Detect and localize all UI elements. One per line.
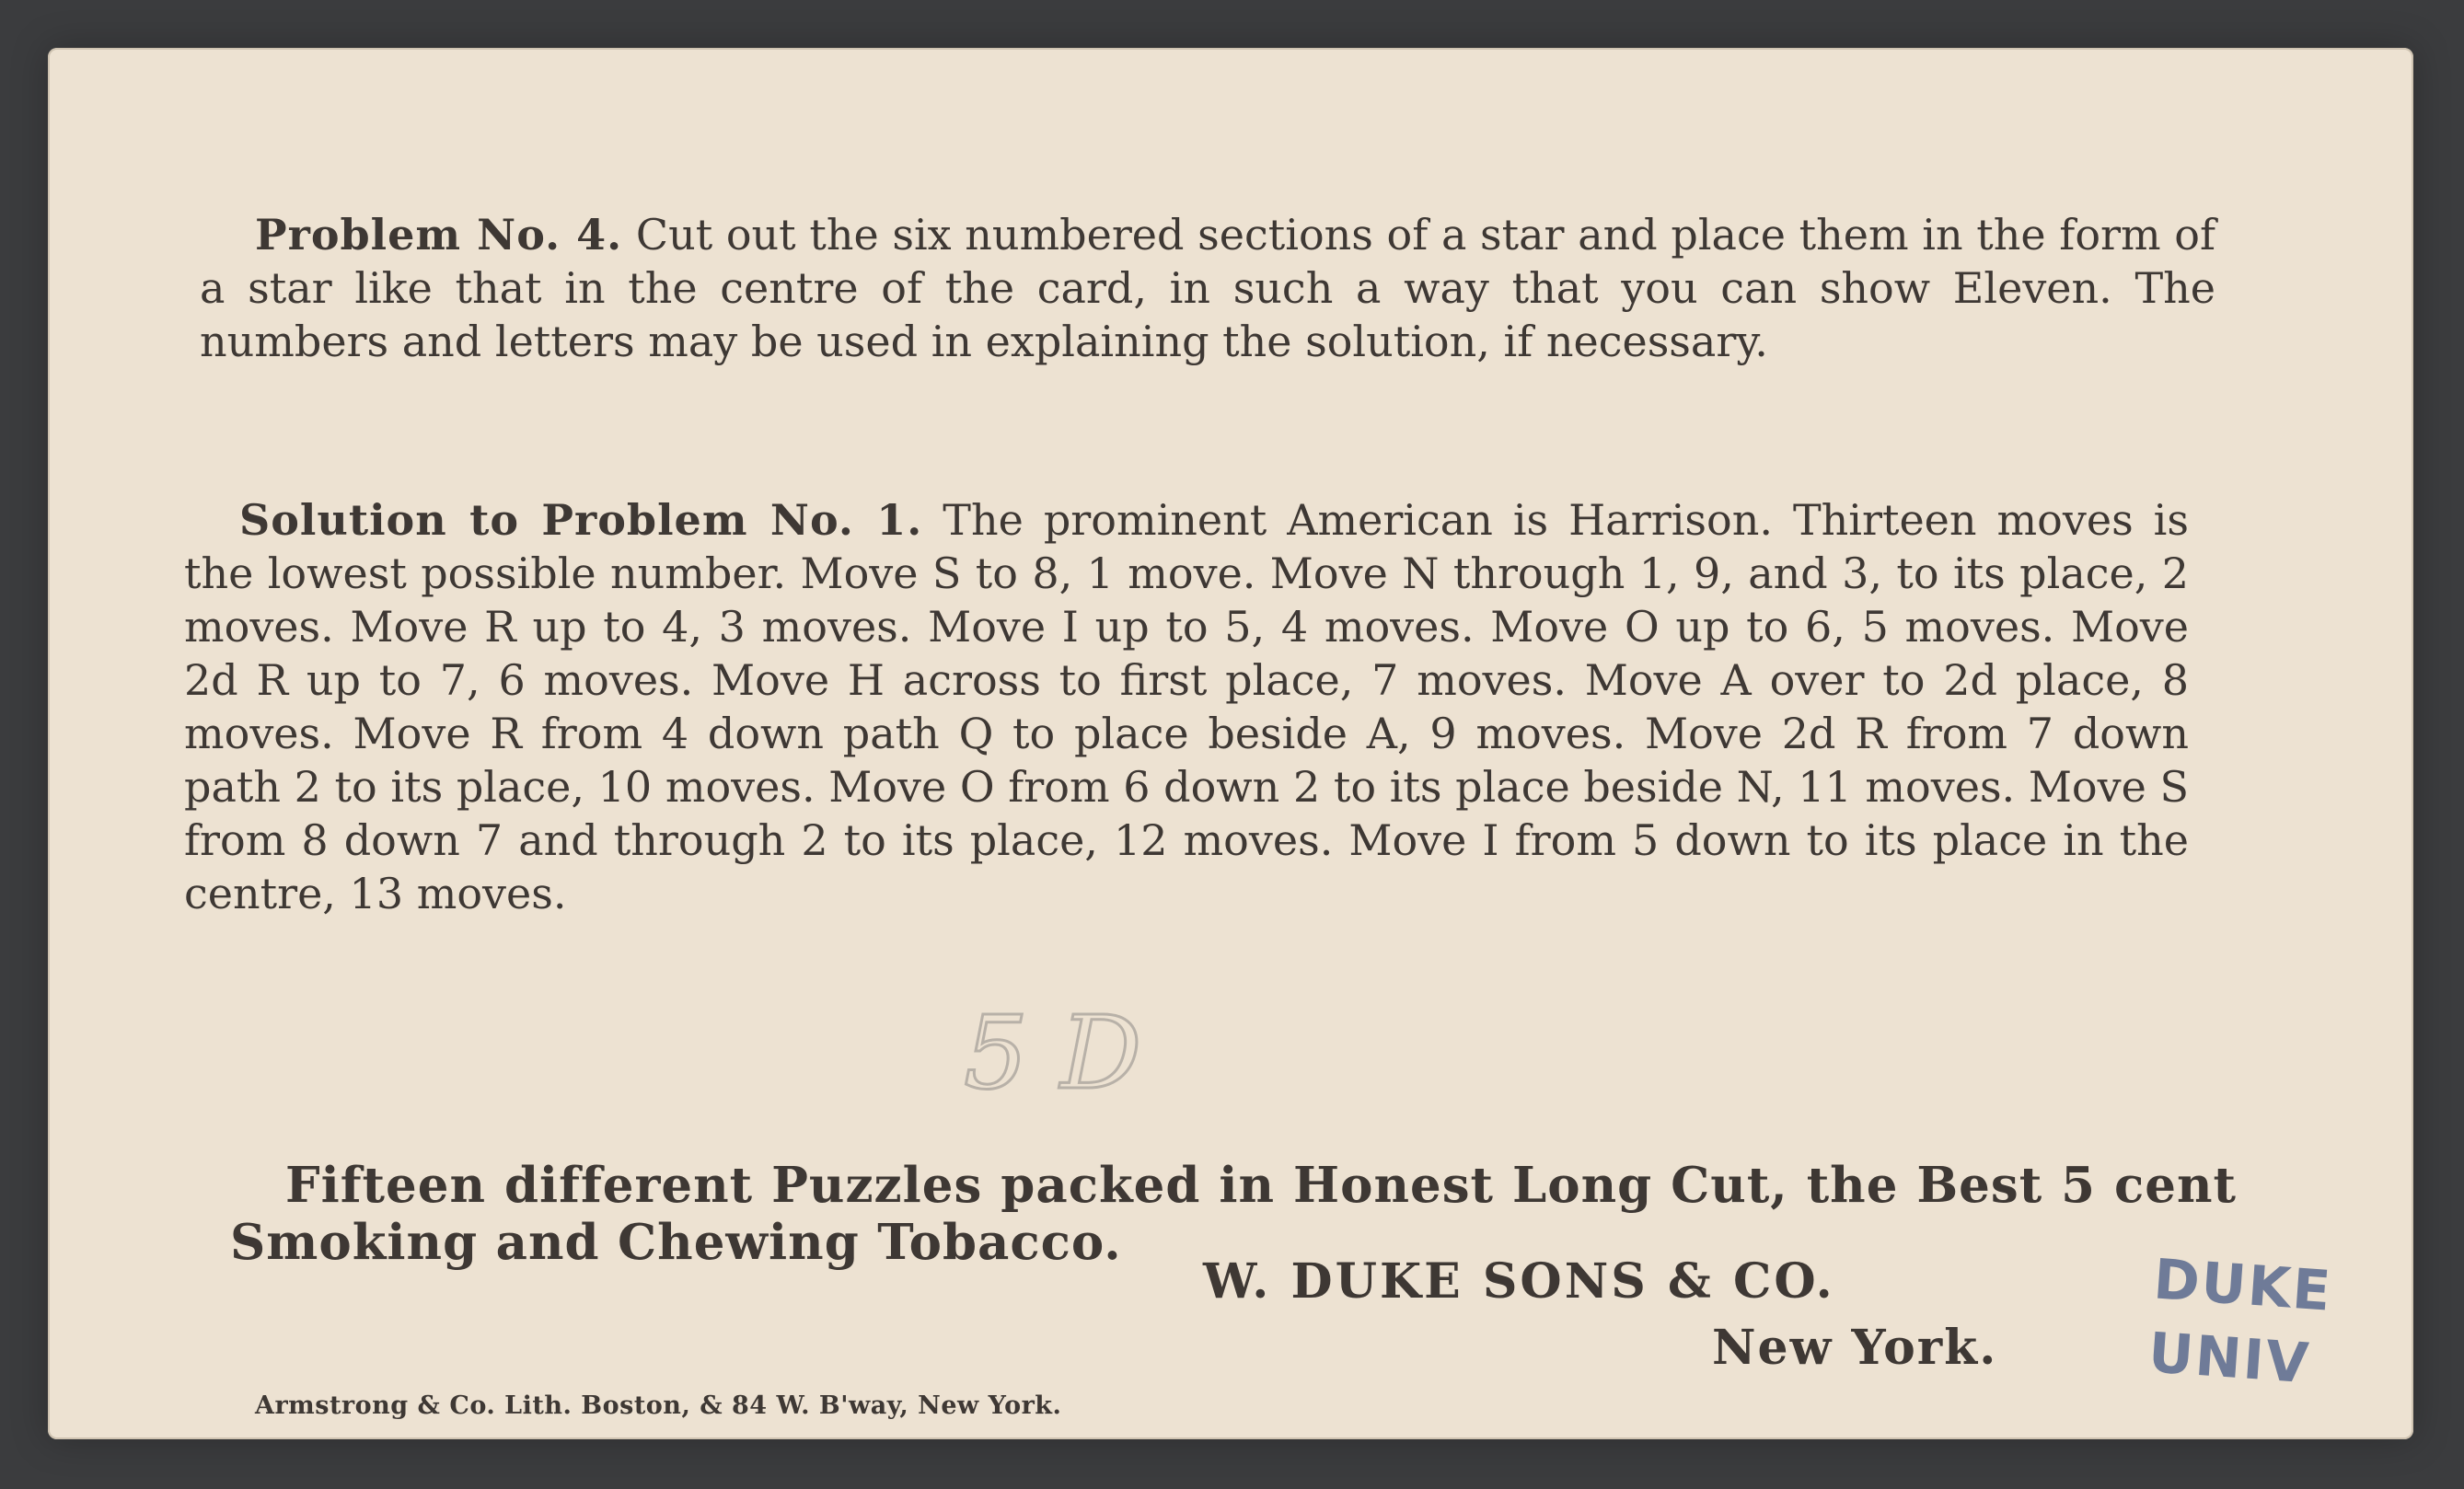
- solution-heading: Solution to Problem No. 1.: [239, 495, 923, 545]
- printer-imprint: Armstrong & Co. Lith. Boston, & 84 W. B'way, New York.: [255, 1391, 1062, 1420]
- company-city: New York.: [1712, 1320, 1998, 1376]
- company-name: W. DUKE SONS & CO.: [1203, 1253, 1835, 1310]
- problem-paragraph: [200, 208, 2215, 368]
- pencil-note: [945, 977, 1258, 1134]
- solution-paragraph: [184, 493, 2189, 920]
- problem-heading: Problem No. 4.: [255, 210, 623, 260]
- pencil-note-text: 5 D: [964, 994, 1142, 1112]
- stamp-line-1: DUKE: [2151, 1247, 2335, 1324]
- advertisement: Fifteen different Puzzles packed in Honest Long Cut, the Best 5 cent Smoking and Chewing Tobacco.: [230, 1157, 2237, 1271]
- stamp-line-2: UNIV: [2146, 1321, 2313, 1397]
- trade-card: [48, 48, 2413, 1439]
- solution-text: The prominent American is Harrison. Thirteen moves is the lowest possible number. Move S to 8, 1 move. Move N through 1, 9, and 3, to its place, 2 moves. Move R up to 4, 3 moves. Move I up to 5, 4 moves. Move O up to 6, 5 moves. Move 2d R up to 7, 6 moves. Move H across to first place, 7 moves. Move A over to 2d place, 8 moves. Move R from 4 down path Q to place beside A, 9 moves. Move 2d R from 7 down path 2 to its place, 10 moves. Move O from 6 down 2 to its place beside N, 11 moves. Move S from 8 down 7 and through 2 to its place, 12 moves. Move I from 5 down to its place in the centre, 13 moves.: [184, 495, 2189, 918]
- problem-text: Cut out the six numbered sections of a star and place them in the form of a star like that in the centre of the card, in such a way that you can show Eleven. The numbers and letters may be used in explaining the solution, if necessary.: [200, 210, 2216, 366]
- library-stamp: [2146, 1242, 2335, 1402]
